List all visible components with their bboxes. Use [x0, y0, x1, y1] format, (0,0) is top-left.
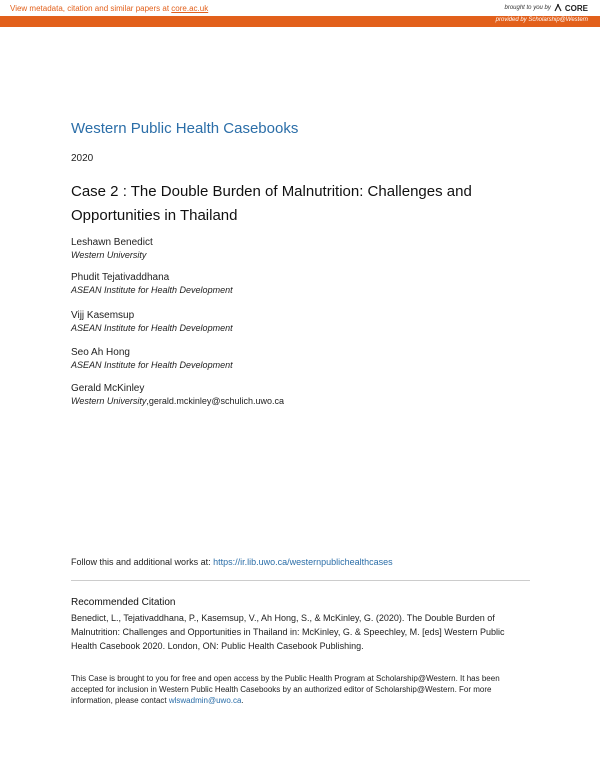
- core-link-domain[interactable]: core.ac.uk: [171, 4, 209, 13]
- author-affiliation: ASEAN Institute for Health Development: [71, 360, 233, 370]
- recommended-citation-heading: Recommended Citation: [71, 597, 176, 608]
- publication-year: 2020: [71, 153, 94, 164]
- core-link-prefix: View metadata, citation and similar papers at: [10, 4, 172, 13]
- notice-text: This Case is brought to you for free and open access by the Public Health Program at Scholarship@Western. It has been accepted for inclusion in Western Public Health Casebooks by an authorized editor of Scholarship@Western. For more information, please contact: [71, 674, 500, 705]
- core-banner: [0, 0, 600, 27]
- author-affiliation: ASEAN Institute for Health Development: [71, 323, 233, 333]
- author-name[interactable]: Leshawn Benedict: [71, 237, 153, 248]
- core-provided-by: provided by Scholarship@Western: [495, 17, 588, 23]
- author-affiliation: [71, 395, 284, 408]
- follow-line: [71, 557, 393, 567]
- author-entry: [71, 271, 233, 297]
- author-name[interactable]: Phudit Tejativaddhana: [71, 272, 170, 283]
- core-logo-icon: [553, 3, 563, 13]
- author-name[interactable]: Vijj Kasemsup: [71, 310, 135, 321]
- core-logo-text[interactable]: CORE: [564, 3, 588, 13]
- author-name[interactable]: Seo Ah Hong: [71, 347, 130, 358]
- open-access-notice: [71, 673, 531, 706]
- author-entry: [71, 382, 284, 408]
- author-entry: [71, 309, 233, 335]
- contact-email-link[interactable]: wlswadmin@uwo.ca: [168, 696, 242, 705]
- core-metadata-link[interactable]: [10, 4, 208, 13]
- recommended-citation-text: Benedict, L., Tejativaddhana, P., Kasemsup, V., Ah Hong, S., & McKinley, G. (2020). The Double Burden of Malnutrition: Challenges and Opportunities in Thailand in: McKinley, G. & Speechley, M. [eds] Western Public Health Casebook 2020. London, ON: Public Health Casebook Publishing.: [71, 613, 505, 651]
- author-affiliation: ASEAN Institute for Health Development: [71, 285, 233, 295]
- author-entry: [71, 346, 233, 372]
- core-brought-text: brought to you by: [504, 5, 551, 11]
- notice-end: .: [241, 696, 244, 705]
- series-title[interactable]: Western Public Health Casebooks: [71, 120, 299, 137]
- author-affiliation-text: Western University: [71, 396, 147, 406]
- document-title: Case 2 : The Double Burden of Malnutrition: Challenges and Opportunities in Thailand: [71, 183, 472, 224]
- divider: [71, 580, 530, 581]
- follow-text: Follow this and additional works at:: [71, 557, 214, 567]
- author-email[interactable]: ,gerald.mckinley@schulich.uwo.ca: [146, 396, 285, 406]
- author-entry: [71, 236, 153, 262]
- author-name[interactable]: Gerald McKinley: [71, 383, 145, 394]
- author-affiliation: Western University: [71, 250, 147, 260]
- core-brought-by: [505, 3, 589, 13]
- collection-link[interactable]: https://ir.lib.uwo.ca/westernpublichealthcases: [213, 557, 393, 567]
